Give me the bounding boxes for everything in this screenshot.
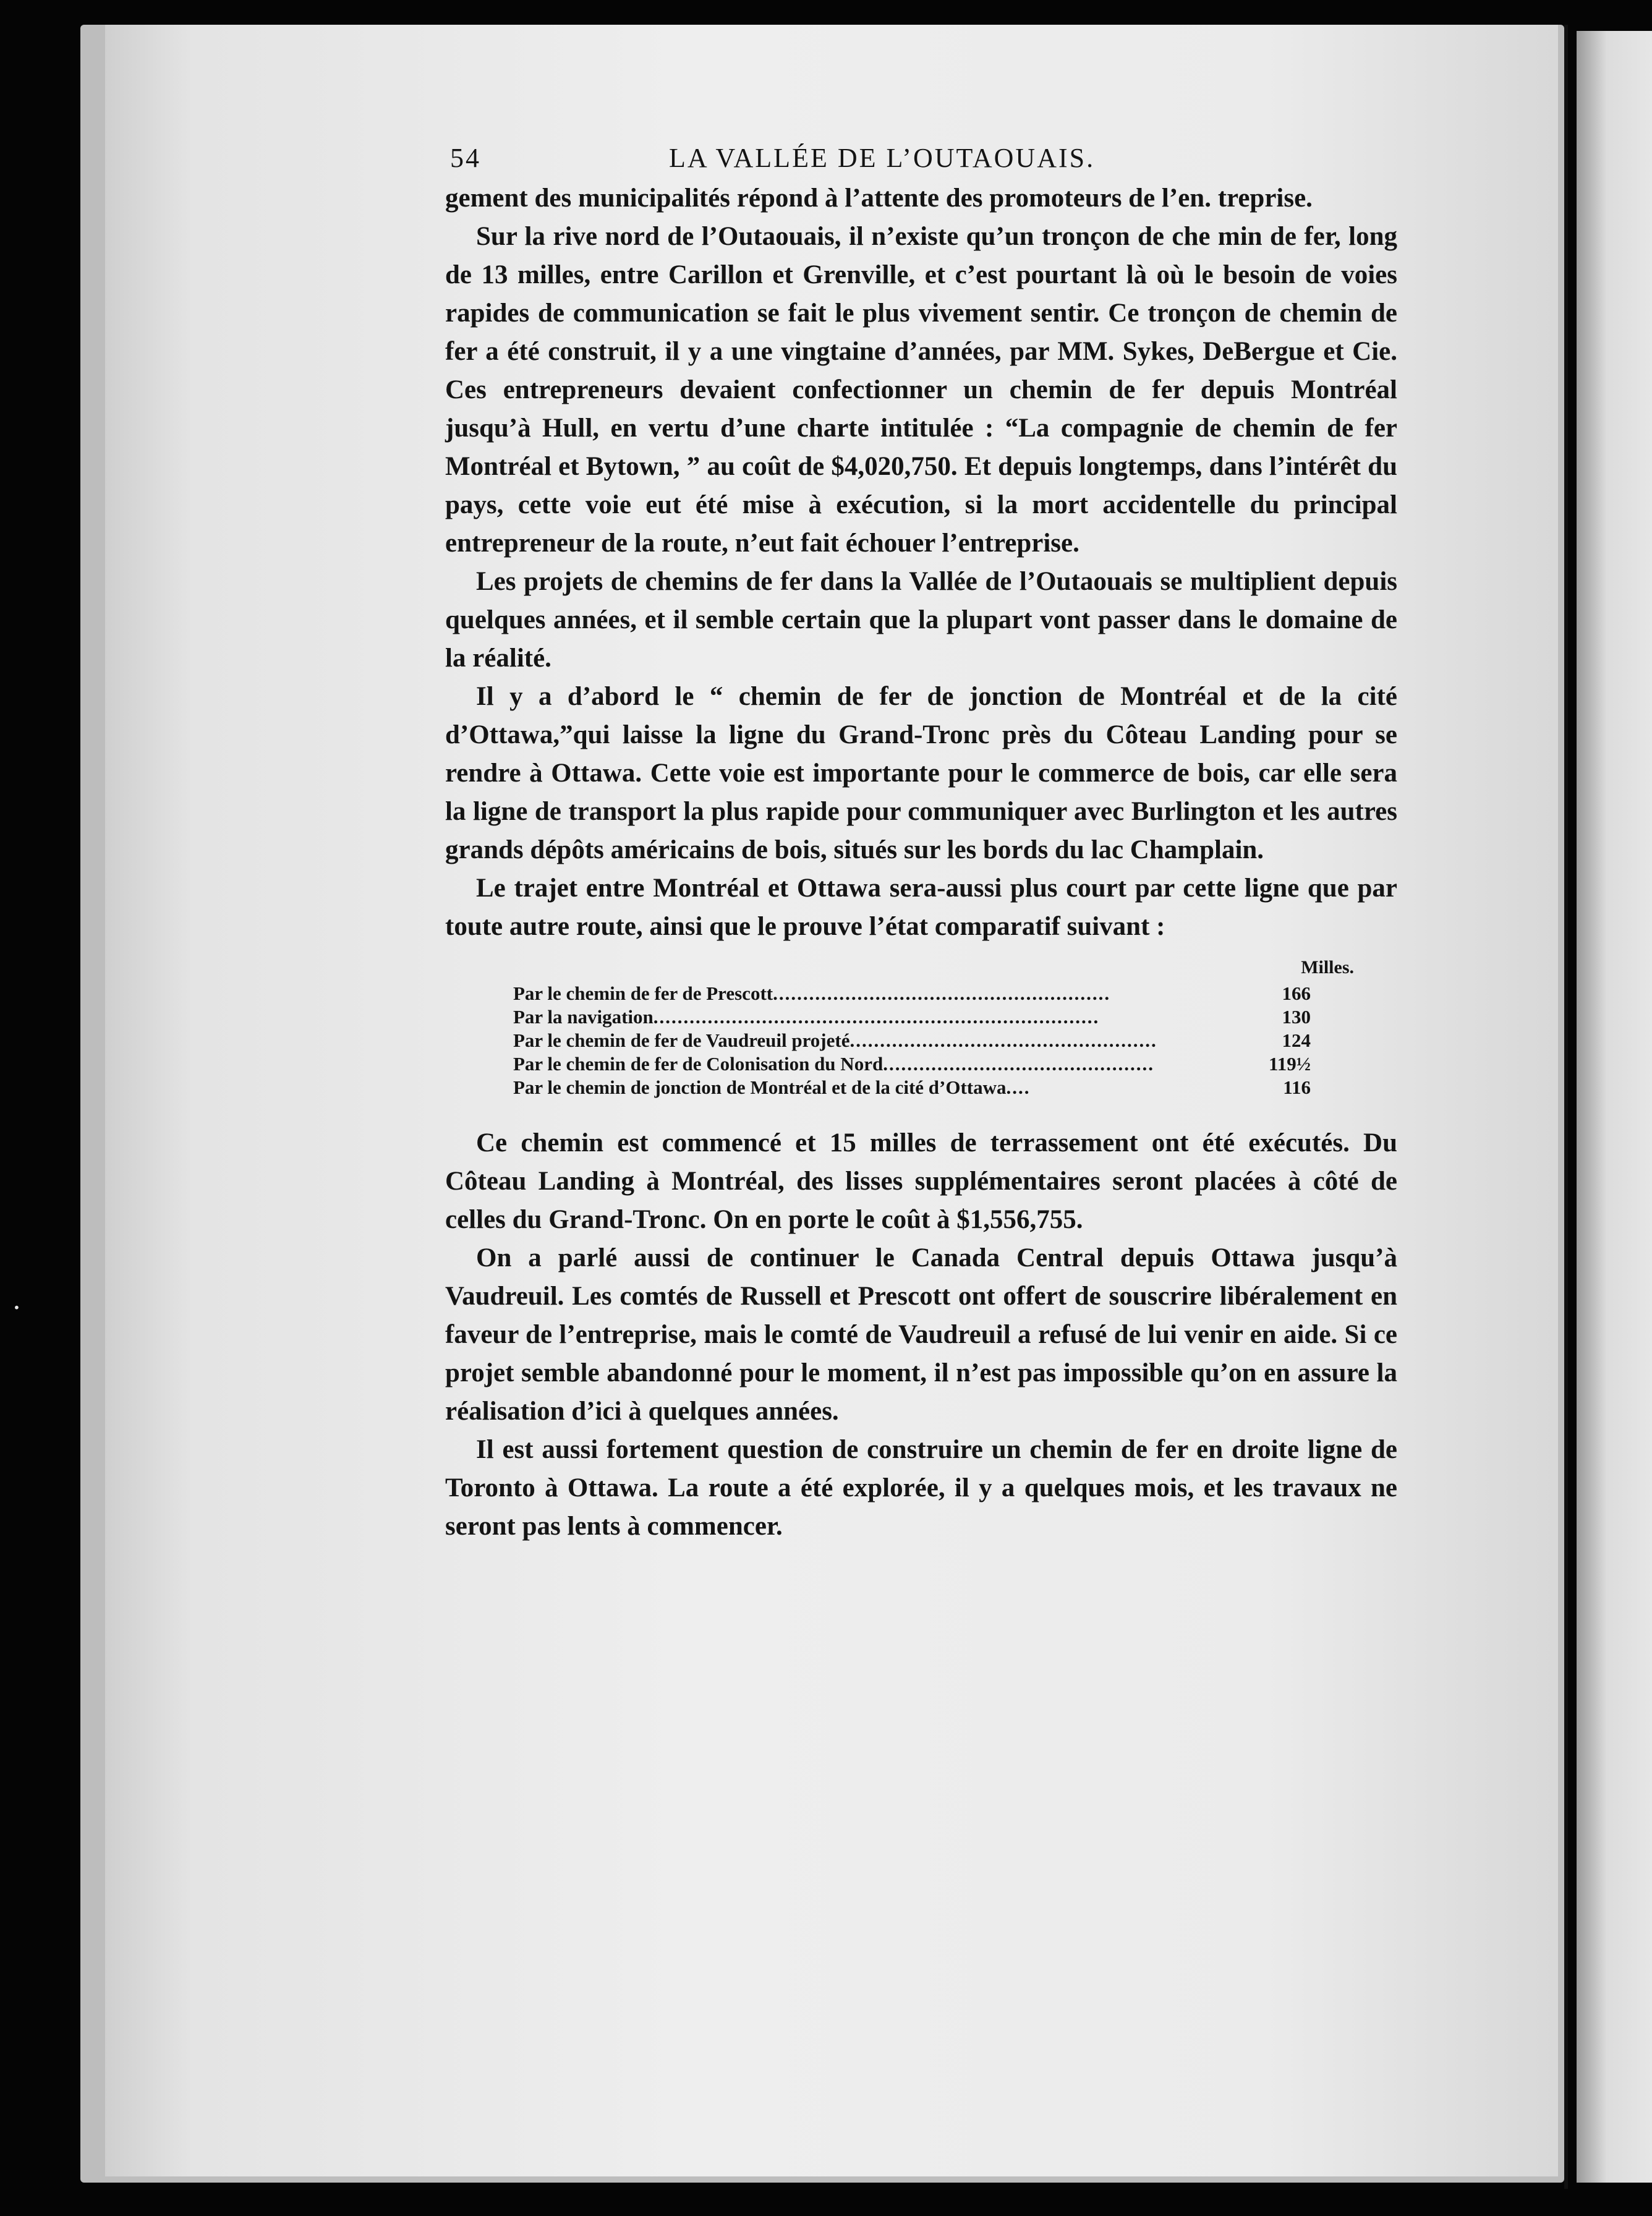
route-label: Par le chemin de fer de Prescott [513,982,773,1004]
page-content [445,130,1397,1546]
route-label: Par la navigation [513,1006,654,1028]
distance-table-heading: Milles. [1301,957,1354,978]
route-label: Par le chemin de fer de Colonisation du Nord [513,1053,883,1075]
facing-page-edge [1577,31,1652,2183]
running-head [445,130,1397,179]
paragraph-junction-railway: Il y a d’abord le “ chemin de fer de jonction de Montréal et de la cité d’Ottawa,”qui laisse la ligne du Grand-Tronc près du Côteau Landing pour se rendre à Ottawa. Cette voie est importante pour le commerce de bois, car elle sera la ligne de transport la plus rapide pour communiquer avec Burlington et les autres grands dépôts américains de bois, situés sur les bords du lac Champlain. [445,682,1397,864]
paragraph-north-shore: Sur la rive nord de l’Outaouais, il n’existe qu’un tronçon de che min de fer, long de 13 milles, entre Carillon et Grenville, et c’est pourtant là où le besoin de voies rapides de communication se fait le plus vivement sentir. Ce tronçon de chemin de fer a été construit, il y a une vingtaine d’années, par MM. Sykes, DeBergue et Cie. Ces entrepreneurs devaient confectionner un chemin de fer depuis Montréal jusqu’à Hull, en vertu d’une charte intitulée : “La compagnie de chemin de fer Montréal et Bytown, ” au coût de $4,020,750. Et depuis longtemps, dans l’intérêt du pays, cette voie eut été mise à exécution, si la mort accidentelle du principal entrepreneur de la route, n’eut fait échouer l’entreprise. [445,222,1397,558]
route-miles: 166 [1282,982,1311,1004]
leader-dots: ........................................................ [773,982,1111,1004]
table-row [513,1052,1311,1076]
gutter-shadow [1564,25,1568,2189]
paragraph-projects: Les projets de chemins de fer dans la Vallée de l’Outaouais se multiplient depuis quelques années, et il semble certain que la plupart vont passer dans le domaine de la réalité. [445,567,1397,673]
paragraph-continuation: gement des municipalités répond à l’attente des promoteurs de l’en. treprise. [445,184,1313,213]
route-label: Par le chemin de fer de Vaudreuil projeté [513,1029,850,1051]
leader-dots: .... [1006,1076,1031,1098]
table-row [513,1076,1311,1099]
paragraph-toronto-ottawa: Il est aussi fortement question de construire un chemin de fer en droite ligne de Toronto à Ottawa. La route a été explorée, il y a quelques mois, et les travaux ne seront pas lents à commencer. [445,1435,1397,1541]
route-miles: 116 [1283,1076,1311,1098]
table-row [513,982,1311,1005]
running-head-title: LA VALLÉE DE L’OUTAOUAIS. [669,143,1096,173]
leader-dots: ................................................... [849,1029,1157,1051]
paragraph-canada-central: On a parlé aussi de continuer le Canada Central depuis Ottawa jusqu’à Vaudreuil. Les comtés de Russell et Prescott ont offert de souscrire libéralement en faveur de l’entreprise, mais le comté de Vaudreuil a refusé de lui venir en aide. Si ce projet semble abandonné pour le moment, il n’est pas impossible qu’on en assure la réalisation d’ici à quelques années. [445,1243,1397,1426]
table-row [513,1029,1311,1052]
leader-dots: .......................................................................... [653,1006,1100,1028]
margin-speck: · [12,1292,21,1324]
leader-dots: ............................................. [883,1053,1154,1075]
after-table-text [445,1124,1397,1546]
route-miles: 119½ [1268,1053,1311,1075]
route-miles: 124 [1282,1029,1311,1051]
table-row [513,1005,1311,1029]
page-number: 54 [450,143,481,173]
paragraph-comparison-intro: Le trajet entre Montréal et Ottawa sera-aussi plus court par cette ligne que par toute autre route, ainsi que le prouve l’état comparatif suivant : [445,874,1397,941]
route-label: Par le chemin de jonction de Montréal et de la cité d’Ottawa [513,1076,1007,1098]
paragraph-construction-status: Ce chemin est commencé et 15 milles de terrassement ont été exécutés. Du Côteau Landing à Montréal, des lisses supplémentaires seront placées à côté de celles du Grand-Tronc. On en porte le coût à $1,556,755. [445,1128,1397,1234]
route-miles: 130 [1282,1006,1311,1028]
distance-table [513,982,1311,1099]
